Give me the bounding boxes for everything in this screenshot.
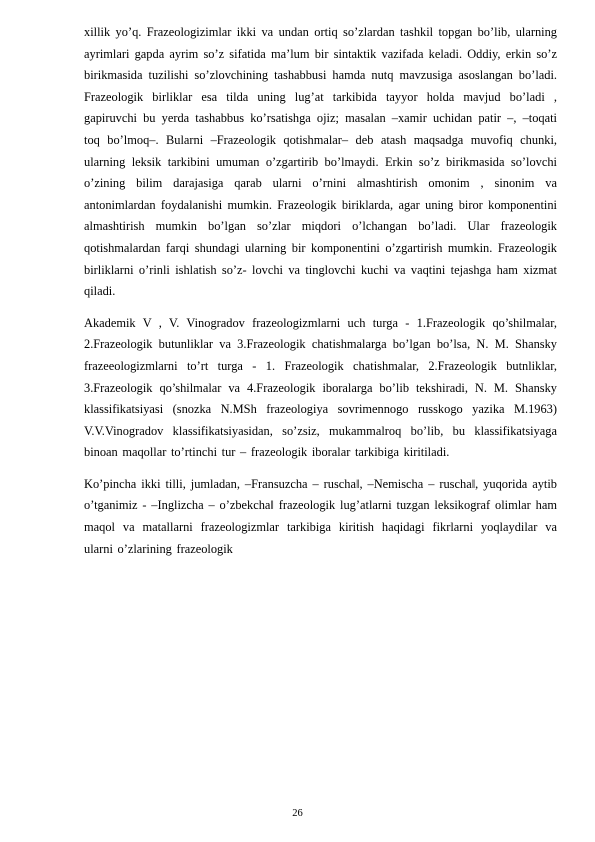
paragraph-1: xillik yo’q. Frazeologizimlar ikki va undan ortiq so’zlardan tashkil topgan bo’lib, ularning ayrimlari gapda ayrim so’z sifatida ma’lum bir sintaktik vazifada keladi. Oddiy, erkin so’z birikmasida tuzilishi so’zlovchining tashabbusi hamda nutq mavzusiga asoslangan bo’ladi. Frazeologik birliklar esa tilda uning lug’at tarkibida tayyor holda mavjud bo’ladi , gapiruvchi bu yerda tashabbus ko’rsatishga ojiz; masalan ‒xamir uchidan patir ‒, ‒toqati toq bo’lmoq‒. Bularni ‒Frazeologik qotishmalar‒ deb atash maqsadga muvofiq chunki, ularning leksik tarkibini umuman o’zgartirib bo’lmaydi. Erkin so’z birikmasida so’lovchi o’zining bilim darajasiga qarab ularni o’rnini almashtirish omonim , sinonim va antonimlardan foydalanishi mumkin. Frazeologik biriklarda, agar uning biror komponentini almashtirish mumkin bo’lgan so’zlar miqdori o’lchangan bo’ladi. Ular frazeologik qotishmalardan farqi shundagi ularning bir komponentini o’zgartirish mumkin. Frazeologik birliklarni o’rinli ishlatish so’z- lovchi va tinglovchi kuchi va vaqtini tejashga ham xizmat qiladi.	[84, 25, 557, 299]
paragraph-2: Akademik V , V. Vinogradov frazeologizmlarni uch turga - 1.Frazeologik qo’shilmalar, 2.Frazeologik butunliklar va 3.Frazeologik chatishmalarga bo’lgan bo’lsa, N. M. Shansky frazeeologizmlarni to’rt turga - 1. Frazeologik chatishmalar, 2.Frazeologik butnliklar, 3.Frazeologik qo’shilmalar va 4.Frazeologik iboralarga bo’lib tekshiradi, N. M. Shansky klassifikatsiyasi (snozka N.MSh frazeologiya sovrimennogo russkogo yazika M.1963) V.V.Vinogradov klassifikatsiyasidan, so’zsiz, mukammalroq bo’lib, bu klassifikatsiyaga binoan maqollar to’rtinchi tur ‒ frazeologik iboralar tarkibiga kiritiladi.	[84, 315, 557, 460]
document-body	[84, 22, 557, 560]
page-number: 26	[292, 808, 303, 819]
paragraph-3: Ko’pincha ikki tilli, jumladan, ‒Fransuzcha ‒ ruscha‖, ‒Nemischa ‒ ruscha‖, yuqorida aytib o’tganimiz - ‒Inglizcha ‒ o’zbekcha‖ frazeologik lug’atlarni tuzgan leksikograf olimlar ham maqol va matallarni frazeologizmlar tarkibiga kiritish haqidagi fikrlarni yoqlaydilar va ularni o’zlarining frazeologik	[84, 476, 557, 556]
